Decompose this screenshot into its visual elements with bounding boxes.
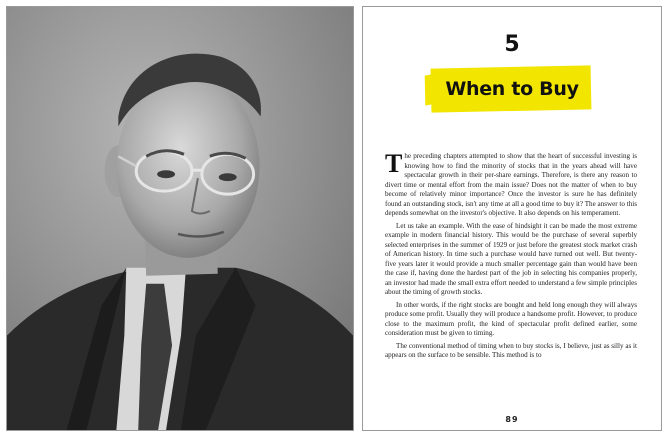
page-number: 89 (505, 415, 519, 424)
portrait-photo-icon (7, 7, 353, 430)
paragraph-2: Let us take an example. With the ease of hindsight it can be made the most extreme example in modern financial history. This would be the purchase of several superbly selected enterprises in the summer of 1929 or just before the greatest stock market crash of American history. In time such a purchase would have turned out well. But twenty-five years later it would provide a much smaller percentage gain than would have been the case if, having done the hardest part of the job in selecting his companies properly, an investor had made the small extra effort needed to understand a few simple principles about the timing of growth stocks. (385, 221, 637, 296)
author-photo (6, 6, 354, 431)
chapter-number: 5 (504, 32, 520, 57)
drop-cap: T (385, 149, 403, 178)
paragraph-1: The preceding chapters attempted to show that the heart of successful investing is knowing how to find the minority of stocks that in the years ahead will have spectacular growth in their per-share earnings. Therefore, is there any reason to divert time or mental effort from the main issue? Does not the matter of when to buy become of relatively minor importance? Once the investor is sure he has definitely found an outstanding stock, isn't any time at all a good time to buy it? The answer to this depends somewhat on the investor's objective. It also depends on his temperament. (385, 149, 637, 217)
paragraph-3: In other words, if the right stocks are bought and held long enough they will always produce some profit. Usually they will produce a handsome profit. However, to produce close to the maximum profit, the kind of spectacular profit defined earlier, some consideration must be given to timing. (385, 300, 637, 337)
paragraph-4: The conventional method of timing when to buy stocks is, I believe, just as silly as it appears on the surface to be sensible. This method is to (385, 341, 637, 359)
book-page (362, 6, 662, 431)
body-text (385, 149, 637, 364)
chapter-title: When to Buy (445, 78, 579, 100)
